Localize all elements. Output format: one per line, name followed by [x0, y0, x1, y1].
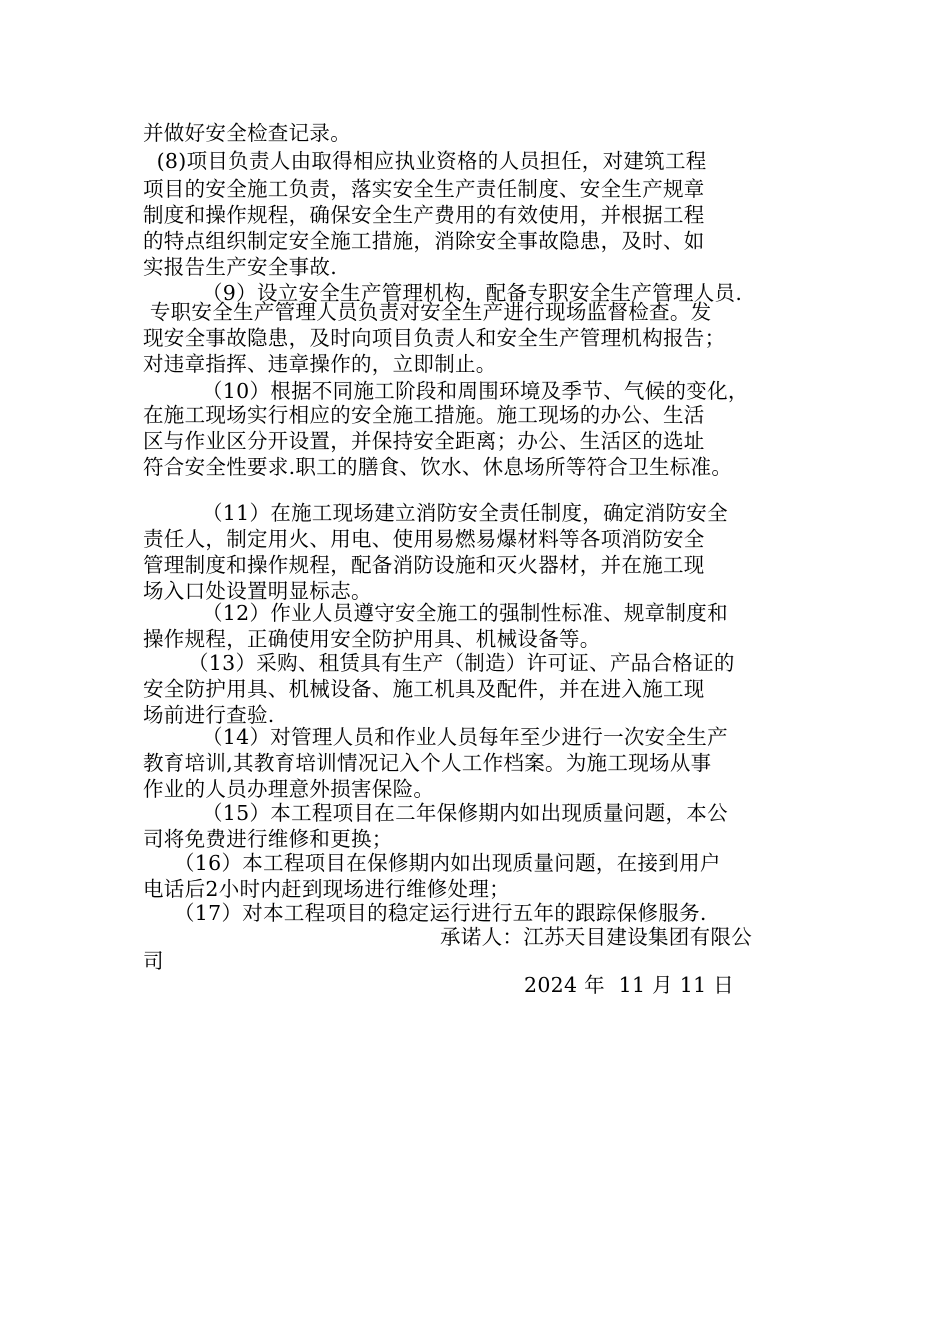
- text-line: 区与作业区分开设置，并保持安全距离；办公、生活区的选址: [143, 429, 705, 453]
- signatory-line: 司: [143, 949, 164, 973]
- text-line: （14）对管理人员和作业人员每年至少进行一次安全生产: [202, 725, 728, 749]
- text-line: 并做好安全检查记录。: [143, 121, 351, 145]
- text-line: 作业的人员办理意外损害保险。: [143, 777, 435, 801]
- text-line: 对违章指挥、违章操作的，立即制止。: [143, 352, 497, 376]
- text-line: （10）根据不同施工阶段和周围环境及季节、气候的变化，: [202, 379, 749, 403]
- text-line: 的特点组织制定安全施工措施，消除安全事故隐患，及时、如: [143, 229, 705, 253]
- text-line: （15）本工程项目在二年保修期内如出现质量问题，本公: [202, 801, 728, 825]
- text-line: 现安全事故隐患，及时向项目负责人和安全生产管理机构报告；: [143, 326, 726, 350]
- text-line: 制度和操作规程，确保安全生产费用的有效使用，并根据工程: [143, 203, 705, 227]
- text-line: 实报告生产安全事故.: [143, 255, 338, 279]
- text-line: 教育培训,其教育培训情况记入个人工作档案。为施工现场从事: [143, 751, 712, 775]
- text-line: （9）设立安全生产管理机构，配备专职安全生产管理人员.: [202, 281, 743, 305]
- text-line: 场入口处设置明显标志。: [143, 579, 372, 603]
- text-line: 安全防护用具、机械设备、施工机具及配件，并在进入施工现: [143, 677, 705, 701]
- text-line: 司将免费进行维修和更换；: [143, 827, 393, 851]
- text-line: 符合安全性要求.职工的膳食、饮水、休息场所等符合卫生标准。: [143, 455, 733, 479]
- text-line: （17）对本工程项目的稳定运行进行五年的跟踪保修服务.: [174, 901, 707, 925]
- text-line: 责任人，制定用火、用电、使用易燃易爆材料等各项消防安全: [143, 527, 705, 551]
- text-line: 操作规程，正确使用安全防护用具、机械设备等。: [143, 627, 601, 651]
- text-line: （11）在施工现场建立消防安全责任制度，确定消防安全: [202, 501, 728, 525]
- text-line: 场前进行查验.: [143, 703, 275, 727]
- text-line: 电话后2小时内赶到现场进行维修处理；: [143, 877, 510, 901]
- signatory-line: 承诺人：江苏天目建设集团有限公: [440, 925, 752, 949]
- text-line: （13）采购、租赁具有生产（制造）许可证、产品合格证的: [188, 651, 735, 675]
- text-line: （12）作业人员遵守安全施工的强制性标准、规章制度和: [202, 601, 728, 625]
- text-line: （16）本工程项目在保修期内如出现质量问题，在接到用户: [174, 851, 721, 875]
- date-line: 2024 年 11 月 11 日: [524, 973, 735, 997]
- text-line: 管理制度和操作规程，配备消防设施和灭火器材，并在施工现: [143, 553, 705, 577]
- text-line: 在施工现场实行相应的安全施工措施。施工现场的办公、生活: [143, 403, 705, 427]
- text-line: (8)项目负责人由取得相应执业资格的人员担任，对建筑工程: [143, 149, 707, 173]
- text-line: 项目的安全施工负责，落实安全生产责任制度、安全生产规章: [143, 177, 705, 201]
- text-line: 专职安全生产管理人员负责对安全生产进行现场监督检查。发: [143, 300, 712, 324]
